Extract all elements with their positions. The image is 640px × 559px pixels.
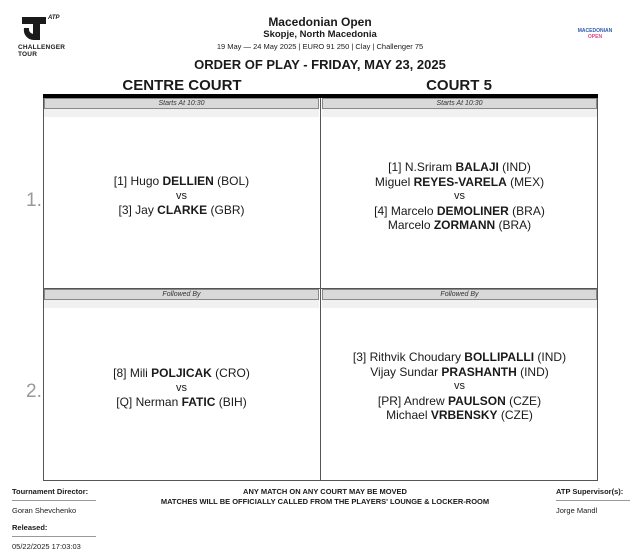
order-of-play-title: ORDER OF PLAY - FRIDAY, MAY 23, 2025 [194,57,446,72]
row-number-1: 1. [26,190,42,211]
row1-start-bar-court5: Starts At 10:30 [322,98,597,109]
match-court5-1 [322,160,597,233]
player-line: [3] Jay CLARKE (GBR) [118,203,245,218]
row2-shade-court5 [322,300,597,308]
macedonian-open-logo [560,28,630,40]
supervisor-label: ATP Supervisor(s): [556,487,624,496]
atp-challenger-logo [14,14,66,60]
row1-shade-court5 [322,109,597,117]
director-underline [12,500,96,501]
player-line: [8] Mili POLJICAK (CRO) [113,366,250,380]
vs-label: vs [176,189,187,202]
logo-word-open: OPEN [587,34,603,40]
player-line: Miguel REYES-VARELA (MEX) [374,174,545,189]
player-line: Michael VRBENSKY (CZE) [386,408,533,423]
notice-line-1: ANY MATCH ON ANY COURT MAY BE MOVED [243,487,407,496]
row-number-2: 2. [26,381,42,402]
row2-start-bar-centre: Followed By [44,289,319,300]
player-line: [1] Hugo DELLIEN (BOL) [113,174,250,188]
player-line: Vijay Sundar PRASHANTH (IND) [370,364,549,379]
player-line: [3] Rithvik Choudary BOLLIPALLI (IND) [352,350,567,364]
notice-block [140,487,510,506]
released-timestamp: 05/22/2025 17:03:03 [12,542,81,551]
player-line: [4] Marcelo DEMOLINER (BRA) [374,203,545,218]
tour-text: TOUR [18,51,38,58]
supervisor-underline [556,500,630,501]
court-name-centre: CENTRE COURT [122,77,242,94]
tournament-location: Skopje, North Macedonia [263,29,377,40]
player-line: [PR] Andrew PAULSON (CZE) [377,393,542,408]
vs-label: vs [454,190,465,203]
vs-label: vs [176,381,187,394]
court-name-court-5: COURT 5 [426,77,492,94]
row2-start-bar-court5: Followed By [322,289,597,300]
row1-shade-centre [44,109,319,117]
logo-word-macedonian: MACEDONIAN [577,28,613,34]
match-centre-1 [44,174,319,218]
atp-text: ATP [48,15,60,21]
challenger-text: CHALLENGER [18,44,66,51]
tournament-info: 19 May — 24 May 2025 | EURO 91 250 | Clay | Challenger 75 [216,42,424,51]
court-divider [320,98,321,481]
row2-shade-centre [44,300,319,308]
match-court5-2 [322,350,597,423]
released-underline [12,536,96,537]
row1-start-bar-centre: Starts At 10:30 [44,98,319,109]
match-centre-2 [44,366,319,410]
player-line: [1] N.Sriram BALAJI (IND) [388,160,531,174]
released-label: Released: [12,523,48,532]
notice-line-2: MATCHES WILL BE OFFICIALLY CALLED FROM THE PLAYERS' LOUNGE & LOCKER-ROOM [160,496,490,506]
tournament-title: Macedonian Open [268,15,372,29]
player-line: [Q] Nerman FATIC (BIH) [116,395,247,410]
vs-label: vs [454,380,465,393]
director-label: Tournament Director: [12,487,89,496]
director-name: Goran Shevchenko [12,506,77,515]
supervisor-name: Jorge Mandl [556,506,598,515]
player-line: Marcelo ZORMANN (BRA) [387,218,532,233]
